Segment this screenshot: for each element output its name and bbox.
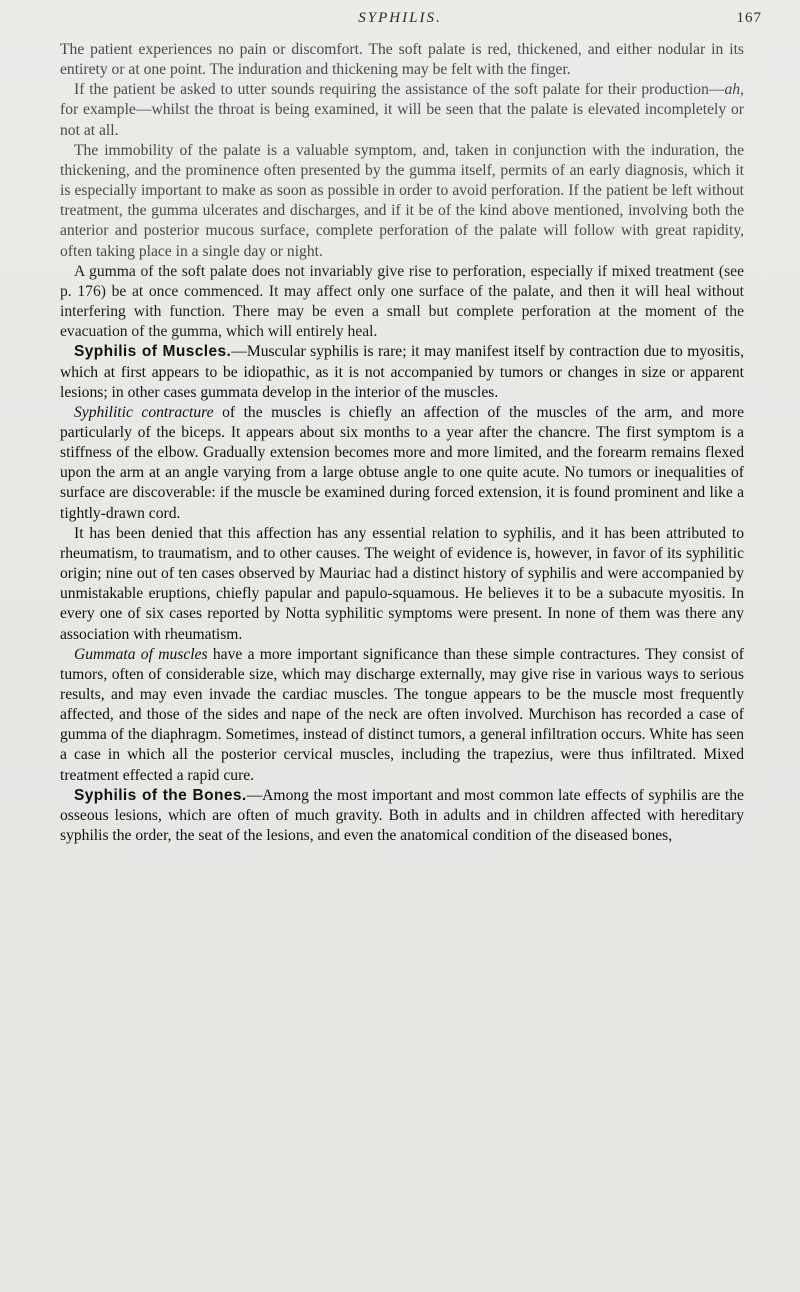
paragraph-text: have a more important significance than these simple contractures. They consist of tumors, often of considerable size, which may discharge externally, may give rise in various ways to serious results, and may even invade the cardiac muscles. The tongue appears to be the muscle most frequently affected, and those of the sides and nape of the neck are often involved. Murchison has recorded a case of gumma of the diaphragm. Sometimes, instead of distinct tumors, a general infiltration occurs. White has seen a case in which all the posterior cervical muscles, including the trapezius, were thus infiltrated. Mixed treatment effected a rapid cure. (60, 645, 744, 784)
emphasis-gummata-of-muscles: Gummata of muscles (74, 645, 208, 663)
paragraph-syphilis-of-muscles (60, 342, 744, 402)
paragraph-gummata-of-muscles (60, 645, 744, 786)
running-head (30, 8, 770, 32)
paragraph-palate-immobility: The immobility of the palate is a valuable symptom, and, taken in conjunction with the induration, the thickening, and the prominence often presented by the gumma itself, permits of an early diagnosis, which it is especially important to make as soon as possible in order to avoid perforation. If the patient be left without treatment, the gumma ulcerates and discharges, and if it be of the kind above mentioned, involving both the anterior and posterior mucous surface, complete perforation of the palate will follow with great rapidity, often taking place in a single day or night. (60, 141, 744, 260)
section-heading-bones: Syphilis of the Bones. (74, 786, 247, 804)
page-number: 167 (736, 10, 762, 26)
paragraph-text: If the patient be asked to utter sounds requiring the assistance of the soft palate for their production— (74, 81, 725, 99)
paragraph-text: , for example—whilst the throat is being examined, it will be seen that the palate is elevated incompletely or not at all. (60, 81, 744, 139)
paragraph-text: —Among the most important and most common late effects of syphilis are the osseous lesions, which are often of much gravity. Both in adults and in children affected with hereditary syphilis the order, the seat of the lesions, and even the anatomical condition of the diseased bones, (60, 786, 744, 845)
paragraph-palate-sounds (60, 80, 744, 140)
paragraph-text: of the muscles is chiefly an affection of the muscles of the arm, and more particularly of the biceps. It appears about six months to a year after the chancre. The first symptom is a stiffness of the elbow. Gradually extension becomes more and more limited, and the forearm remains flexed upon the arm at an angle varying from a large obtuse angle to one quite acute. No tumors or inequalities of surface are discoverable: if the muscle be examined during forced extension, it is found prominent and like a tightly-drawn cord. (60, 403, 744, 522)
paragraph-gumma-soft-palate: A gumma of the soft palate does not invariably give rise to perforation, especially if mixed treatment (see p. 176) be at once commenced. It may affect only one surface of the palate, and then it will heal without interfering with function. There may be even a small but complete perforation at the moment of the evacuation of the gumma, which will entirely heal. (60, 262, 744, 341)
paragraph-relation-to-syphilis: It has been denied that this affection has any essential relation to syphilis, and it has been attributed to rheumatism, to traumatism, and to other causes. The weight of evidence is, however, in favor of its syphilitic origin; nine out of ten cases observed by Mauriac had a distinct history of syphilis and were accompanied by unmistakable eruptions, chiefly papular and papulo-squamous. He believes it to be a subacute myositis. In every one of six cases reported by Notta syphilitic symptoms were present. In none of them was there any association with rheumatism. (60, 524, 744, 643)
paragraph-syphilis-of-bones (60, 786, 744, 846)
emphasis-ah: ah (724, 81, 741, 99)
section-heading-muscles: Syphilis of Muscles. (74, 343, 232, 361)
paragraph-syphilitic-contracture (60, 403, 744, 524)
running-title: SYPHILIS. (358, 10, 442, 26)
emphasis-syphilitic-contracture: Syphilitic contracture (74, 403, 214, 421)
paragraph-text: —Muscular syphilis is rare; it may manifest itself by contraction due to myositis, which at first appears to be idiopathic, as it is not accompanied by tumors or changes in size or apparent lesions; in other cases gummata develop in the interior of the muscles. (60, 343, 744, 401)
body-text (60, 40, 744, 846)
paragraph-palate-symptoms: The patient experiences no pain or discomfort. The soft palate is red, thickened, and either nodular in its entirety or at one point. The induration and thickening may be felt with the finger. (60, 41, 744, 79)
